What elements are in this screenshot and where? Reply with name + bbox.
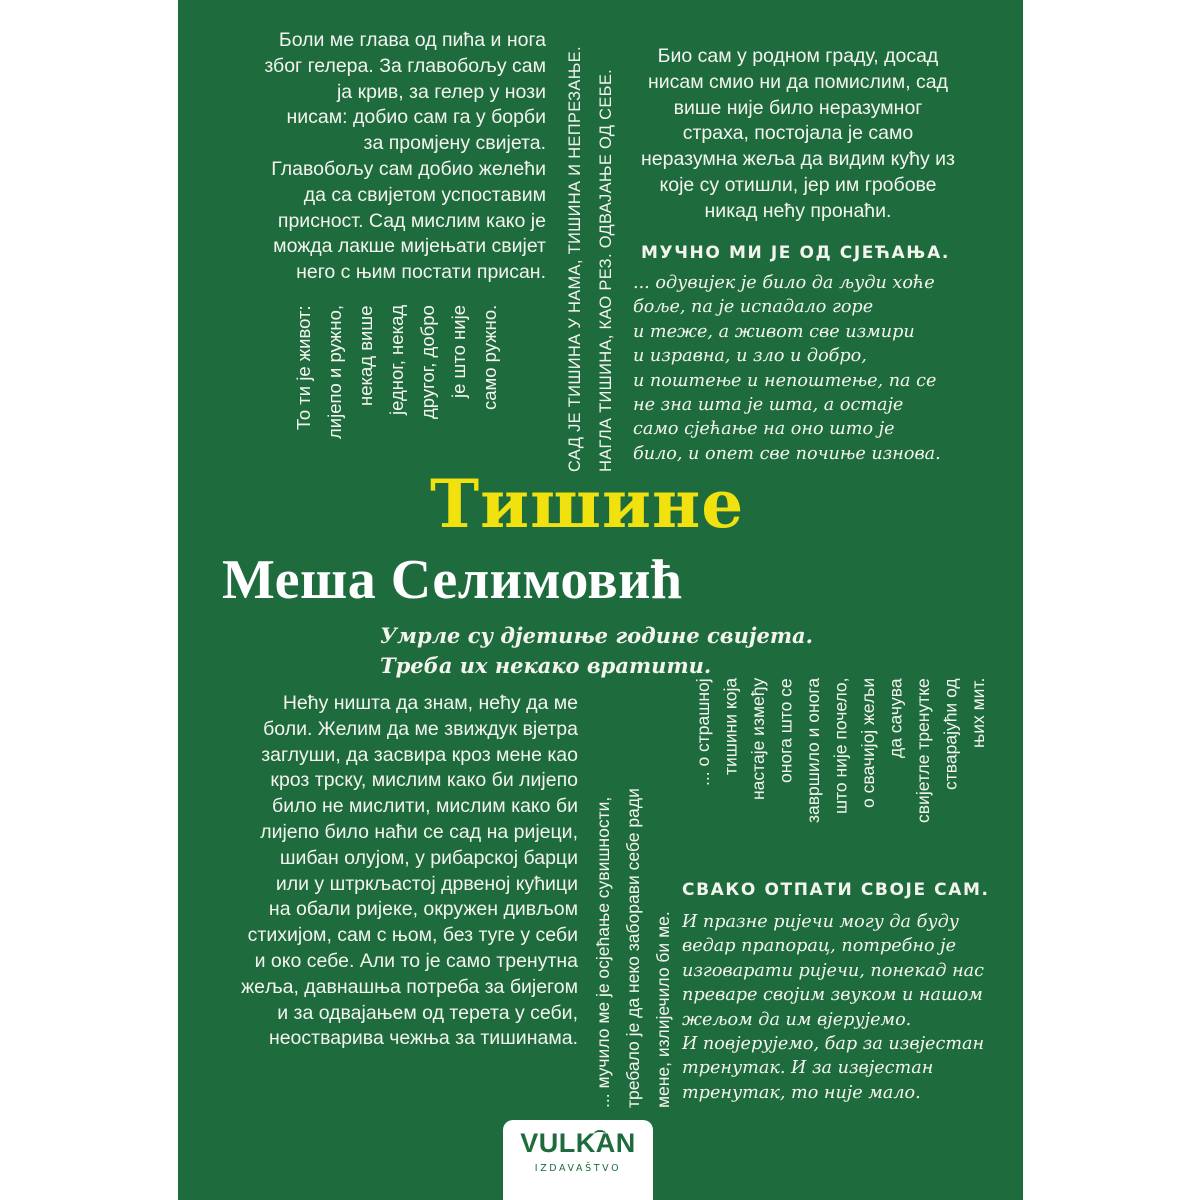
alone-heading: СВАКО ОТПАТИ СВОЈЕ САМ. (682, 880, 990, 900)
text-line: кроз трску, мислим како би лијепо (270, 769, 578, 792)
memory-heading: МУЧНО МИ ЈЕ ОД СЈЕЋАЊА. (641, 243, 950, 263)
text-line: требало је да неко заборави себе ради (623, 788, 643, 1108)
text-line: шибан олујом, у рибарској барци (279, 846, 578, 869)
text-line: другог, добро (417, 305, 438, 419)
book-tagline (380, 621, 813, 681)
text-line: изговарати ријечи, понекад нас (682, 960, 985, 981)
text-line: да сачува (885, 678, 906, 758)
text-line: на обали ријеке, окружен дивљом (268, 898, 578, 921)
words-italic-paragraph (682, 910, 1012, 1105)
text-line: ... одувијек је било да људи хоће (633, 273, 935, 293)
text-line: да са свијетом успоставим (303, 183, 546, 206)
text-line: заглуши, да засвира кроз мене као (261, 743, 578, 766)
text-line: било не мислити, мислим како би (272, 795, 578, 818)
text-line: и поштење и непоштење, па се (633, 370, 937, 391)
publisher-logo (503, 1120, 653, 1200)
text-line: било, и опет све почиње изнова. (633, 443, 941, 464)
text-line: само ружно. (479, 305, 500, 411)
publisher-name: VULKAN (520, 1128, 636, 1158)
text-line: или у штркљастој дрвеној кућици (275, 872, 578, 895)
book-title: Тишине (430, 465, 745, 543)
text-line: и теже, а живот све измири (633, 321, 915, 342)
book-author: Меша Селимовић (222, 549, 683, 611)
middle-vertical-quote (588, 688, 678, 1108)
text-line: лијепо било наћи се сад на ријеци, (260, 820, 578, 843)
text-line: ... мучило ме је осјећање сувишности, (593, 796, 613, 1108)
text-line: више није било неразумног (673, 96, 923, 119)
text-line: жељом да им вјерујемо. (682, 1009, 912, 1030)
text-line: Боли ме глава од пића и нога (278, 29, 546, 51)
text-line: нисам смио ни да помислим, сад (647, 70, 949, 93)
text-line: боли. Желим да ме звиждук вјетра (263, 717, 578, 740)
top-left-paragraph (204, 28, 546, 286)
text-line: тишини која (720, 678, 741, 776)
text-line: због гелера. За главобољу сам (264, 54, 546, 77)
text-line: никад нећу пронаћи. (704, 199, 892, 222)
text-line: тренутак. И за извјестан (682, 1058, 934, 1079)
text-line: само сјећање на оно што је (633, 419, 895, 440)
text-line: нисам: добио сам га у борби (286, 106, 546, 129)
text-line: ведар прапорац, потребно је (682, 936, 957, 957)
text-line: завршило и онога (803, 678, 823, 824)
text-line: Главобољу сам добио желећи (271, 157, 546, 180)
text-line: САД ЈЕ ТИШИНА У НАМА, ТИШИНА И НЕПРЕЗАЊЕ. (566, 46, 584, 472)
publisher-subtitle: IZDAVAŠTVO (534, 1163, 622, 1174)
text-line: онога што се (775, 678, 796, 783)
text-line: То ти је живот: (293, 305, 314, 430)
text-line: НАГЛА ТИШИНА, КАО РЕЗ. ОДВАЈАЊЕ ОД СЕБЕ. (597, 68, 615, 472)
text-line: неостварива чежња за тишинама. (268, 1027, 578, 1050)
text-line: страха, постојала је само (682, 122, 914, 145)
text-line: ... о страшној (693, 678, 713, 786)
text-line: ја крив, за гелер у нози (336, 80, 546, 103)
text-line: је што није (448, 305, 469, 399)
text-line: боље, па је испадало горе (633, 297, 874, 318)
text-line: које су отишли, јер им гробове (659, 173, 937, 196)
text-line: што није почело, (830, 678, 851, 815)
text-line: за промјену свијета. (363, 132, 546, 155)
text-line: Био сам у родном граду, досад (657, 45, 939, 67)
text-line: не зна шта је шта, а остаје (633, 395, 904, 416)
text-line: и око себе. Али то је само тренутна (254, 949, 578, 972)
text-line: мене, излијечило би ме. (653, 911, 673, 1108)
text-line: и изравна, и зло и добро, (633, 346, 867, 367)
text-line: лијепо и ружно, (324, 305, 345, 440)
text-line: настаје између (748, 678, 768, 801)
top-right-paragraph (628, 44, 968, 225)
text-line: о свачијој жељи (858, 678, 878, 809)
text-line: неразумна жеља да видим кућу из (641, 148, 955, 171)
text-line: Нећу ништа да знам, нећу да ме (282, 692, 578, 714)
text-line: и за одвајањем од терета у себи, (277, 1001, 578, 1024)
memory-italic-paragraph (633, 271, 973, 466)
text-line: њих мит. (968, 678, 988, 749)
text-line: стварајући од (940, 678, 961, 790)
text-line: тренутак, то није мало. (682, 1082, 921, 1103)
text-line: преваре својим звуком и нашом (682, 985, 983, 1006)
text-line: него с њим постати присан. (296, 261, 546, 284)
text-line: некад више (355, 305, 376, 406)
text-line: присност. Сад мислим како је (277, 209, 546, 232)
text-line: жеља, давнашња потреба за бијегом (241, 975, 578, 998)
text-line: можда лакше мијењати свијет (273, 235, 546, 258)
text-line: стихијом, сам с њом, без туге у себи (247, 924, 578, 947)
bottom-left-paragraph (218, 691, 578, 1052)
tagline-line: Треба их некако вратити. (380, 653, 712, 678)
text-line: И повјерујемо, бар за извјестан (682, 1034, 985, 1055)
right-vertical-quote (690, 678, 993, 862)
text-line: свијетле тренутке (913, 678, 933, 823)
tagline-line: Умрле су дјетиње године свијета. (380, 623, 813, 648)
text-line: И празне ријечи могу да буду (682, 912, 959, 932)
center-vertical-quote (560, 22, 622, 472)
left-vertical-quote (288, 305, 505, 463)
book-cover (178, 0, 1023, 1200)
text-line: једног, некад (386, 305, 407, 416)
